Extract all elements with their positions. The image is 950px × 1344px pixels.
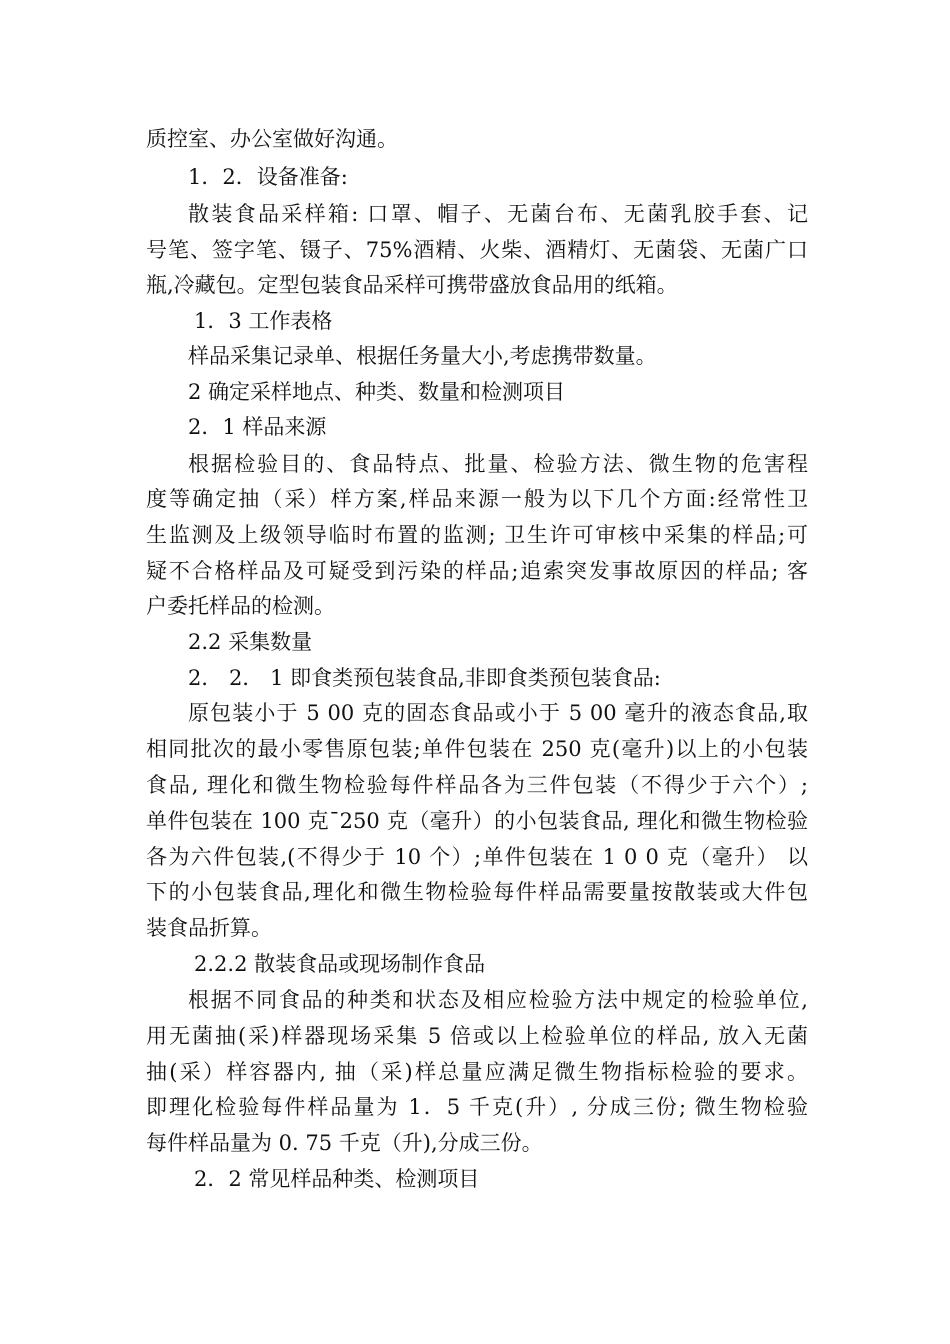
- section-heading: 2.2.2 散装食品或现场制作食品: [194, 952, 486, 976]
- text-line: 用无菌抽(采)样器现场采集 5 倍或以上检验单位的样品, 放入无菌: [146, 1024, 808, 1048]
- text-line: 散装食品采样箱: 口罩、帽子、无菌台布、无菌乳胶手套、记: [188, 202, 808, 226]
- text-line: 质控室、办公室做好沟通。: [146, 127, 398, 151]
- section-heading: 2．1 样品来源: [188, 415, 327, 439]
- section-heading: 2．2 常见样品种类、检测项目: [194, 1167, 480, 1191]
- section-heading: 1．2．设备准备:: [188, 165, 348, 189]
- text-line: 根据检验目的、食品特点、批量、检验方法、微生物的危害程: [188, 452, 808, 476]
- text-line: 样品采集记录单、根据任务量大小,考虑携带数量。: [188, 344, 657, 368]
- text-line: 食品, 理化和微生物检验每件样品各为三件包装（不得少于六个）;: [146, 773, 808, 797]
- text-line: 疑不合格样品及可疑受到污染的样品;追索突发事故原因的样品; 客: [146, 559, 808, 583]
- text-line: 即理化检验每件样品量为 1．5 千克(升）, 分成三份; 微生物检验: [146, 1095, 808, 1119]
- text-line: 生监测及上级领导临时布置的监测; 卫生许可审核中采集的样品;可: [146, 523, 808, 547]
- text-line: 单件包装在 100 克¯250 克（毫升）的小包装食品, 理化和微生物检验: [146, 809, 808, 833]
- text-line: 装食品折算。: [146, 916, 272, 940]
- text-line: 号笔、签字笔、镊子、75%酒精、火柴、酒精灯、无菌袋、无菌广口: [146, 238, 808, 262]
- text-line: 度等确定抽（采）样方案,样品来源一般为以下几个方面:经常性卫: [146, 487, 808, 511]
- text-line: 根据不同食品的种类和状态及相应检验方法中规定的检验单位,: [188, 988, 808, 1012]
- text-line: 抽(采）样容器内, 抽（采)样总量应满足微生物指标检验的要求。: [146, 1060, 808, 1084]
- text-line: 下的小包装食品,理化和微生物检验每件样品需要量按散装或大件包: [146, 880, 808, 904]
- section-heading: 1．3 工作表格: [194, 309, 333, 333]
- text-line: 各为六件包装,(不得少于 10 个）;单件包装在 1 0 0 克（毫升） 以: [146, 845, 808, 869]
- text-line: 相同批次的最小零售原包装;单件包装在 250 克(毫升)以上的小包装: [146, 737, 808, 761]
- text-line: 原包装小于 5 00 克的固态食品或小于 5 00 毫升的液态食品,取: [188, 701, 808, 725]
- section-heading: 2 确定采样地点、种类、数量和检测项目: [188, 380, 566, 404]
- section-heading: 2.2 采集数量: [188, 630, 313, 654]
- text-line: 瓶,冷藏包。定型包装食品采样可携带盛放食品用的纸箱。: [146, 273, 678, 297]
- text-line: 户委托样品的检测。: [146, 594, 335, 618]
- text-line: 每件样品量为 0. 75 千克（升),分成三份。: [146, 1131, 543, 1155]
- section-heading: 2． 2． 1 即食类预包装食品,非即食类预包装食品:: [188, 666, 661, 690]
